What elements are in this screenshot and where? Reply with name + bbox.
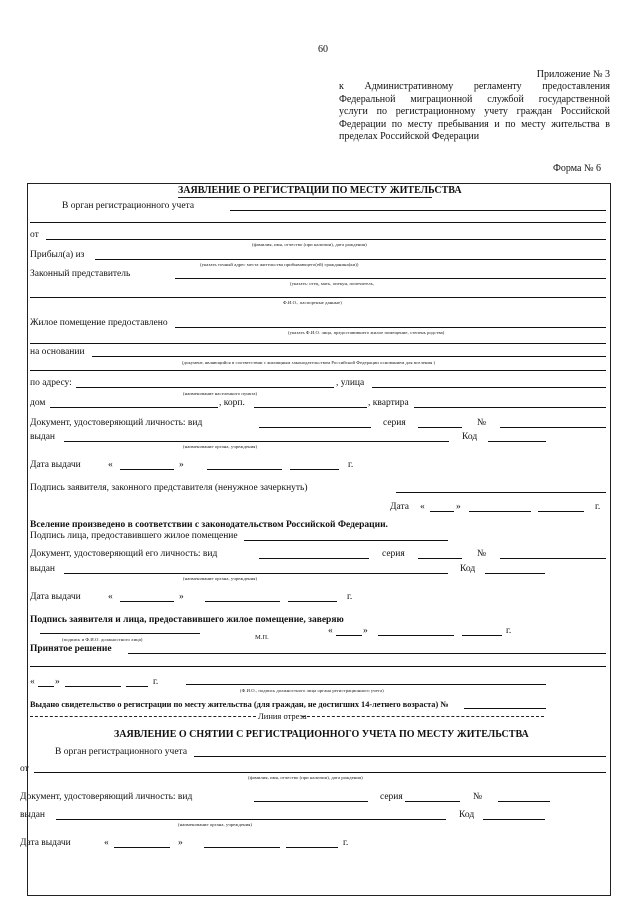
from-label: от (20, 764, 29, 774)
issued-field[interactable] (56, 819, 446, 820)
certify-year-field[interactable] (462, 635, 502, 636)
arrived-from-field[interactable] (95, 259, 606, 260)
year-suffix: г. (153, 677, 159, 687)
year-suffix: г. (595, 502, 601, 512)
quote-open: « (108, 592, 113, 602)
cut-line-right (302, 716, 544, 717)
date-year-field[interactable] (538, 511, 584, 512)
appendix-line: пределах Российской Федерации (339, 131, 480, 143)
issue-month-field[interactable] (207, 469, 282, 470)
quote-close: » (179, 460, 184, 470)
house-label: дом (30, 398, 46, 408)
issued-label: выдан (20, 810, 46, 820)
certify-day-field[interactable] (336, 635, 362, 636)
number-label: № (477, 549, 487, 559)
section-title-registration: ЗАЯВЛЕНИЕ О РЕГИСТРАЦИИ ПО МЕСТУ ЖИТЕЛЬСТВА (178, 185, 462, 196)
year-suffix: г. (347, 592, 353, 602)
issue-month-field[interactable] (205, 601, 280, 602)
applicant-signature-field[interactable] (396, 492, 606, 493)
decision-day-field[interactable] (38, 686, 54, 687)
quote-close: » (178, 838, 183, 848)
issued-label: выдан (30, 432, 56, 442)
from-label: от (30, 230, 39, 240)
series-field[interactable] (418, 427, 462, 428)
caption-fio-birth: (фамилия, имя, отчество (при наличии), дата рождения) (248, 775, 363, 780)
code-field[interactable] (483, 819, 545, 820)
cut-line-left (30, 716, 256, 717)
date-label: Дата (390, 502, 409, 512)
caption-issuer: (наименование органа, учреждения) (178, 822, 253, 827)
locality-field[interactable] (76, 387, 334, 388)
legal-rep-field-2[interactable] (30, 297, 606, 298)
date-month-field[interactable] (469, 511, 531, 512)
caption-provider: (указать Ф.И.О. лица, предоставившего жилое помещение, степень родства) (288, 330, 445, 335)
quote-open: « (108, 460, 113, 470)
number-label: № (477, 418, 487, 428)
quote-close: » (363, 626, 368, 636)
quote-close: » (55, 677, 60, 687)
street-field[interactable] (372, 387, 606, 388)
basis-field-2[interactable] (30, 370, 606, 371)
id-doc-label: Документ, удостоверяющий личность: вид (20, 792, 193, 802)
series-label: серия (380, 792, 403, 802)
certify-month-field[interactable] (378, 635, 454, 636)
number-label: № (473, 792, 483, 802)
caption-basis: (документ, являющийся в соответствии с жилищным законодательством Российской Федерации основанием для вселения ) (182, 360, 436, 365)
decision-field[interactable] (128, 653, 606, 654)
official-full-field[interactable] (186, 684, 546, 685)
number-field[interactable] (500, 427, 606, 428)
issued-field[interactable] (64, 441, 449, 442)
code-label: Код (462, 432, 478, 442)
move-in-statement: Вселение произведено в соответствии с законодательством Российской Федерации. (30, 520, 388, 530)
applicant-signature-label: Подпись заявителя, законного представителя (ненужное зачеркнуть) (30, 483, 308, 493)
building-field[interactable] (254, 407, 367, 408)
appendix-line: услуги по регистрационному учету граждан Российской (339, 106, 610, 118)
series-field[interactable] (418, 558, 462, 559)
quote-open: « (30, 677, 35, 687)
appendix-line: Федерации по месту пребывания и по месту жительства в (339, 118, 610, 130)
housing-provided-label: Жилое помещение предоставлено (30, 318, 168, 328)
issue-day-field[interactable] (120, 469, 174, 470)
decision-year-field[interactable] (126, 686, 148, 687)
from-field[interactable] (34, 772, 606, 773)
id-doc-field[interactable] (254, 801, 368, 802)
basis-field[interactable] (92, 356, 606, 357)
quote-close: » (179, 592, 184, 602)
id-doc-field[interactable] (259, 558, 369, 559)
id-doc-label: Документ, удостоверяющий личность: вид (30, 418, 203, 428)
street-label: , улица (336, 378, 365, 388)
issue-month-field[interactable] (204, 847, 280, 848)
to-org-field[interactable] (230, 210, 606, 211)
certificate-issued-label: Выдано свидетельство о регистрации по месту жительства (для граждан, не достигших 14-летнего возраста) № (30, 700, 449, 709)
issue-date-label: Дата выдачи (30, 592, 81, 602)
to-org-label: В орган регистрационного учета (55, 747, 188, 757)
apartment-field[interactable] (414, 407, 606, 408)
house-field[interactable] (50, 407, 218, 408)
issue-day-field[interactable] (120, 601, 174, 602)
quote-open: « (328, 626, 333, 636)
housing-provided-field-2[interactable] (30, 343, 606, 344)
id-doc-field[interactable] (259, 427, 371, 428)
caption-rep-passport: Ф.И.О., паспортные данные) (283, 300, 342, 305)
caption-fio-birth: (фамилия, имя, отчество (при наличии), дата рождения) (252, 242, 367, 247)
to-org-field-2[interactable] (30, 222, 606, 223)
code-label: Код (459, 810, 475, 820)
housing-provided-field[interactable] (175, 327, 606, 328)
to-org-field[interactable] (194, 756, 606, 757)
stamp-label: М.П. (255, 634, 269, 641)
legal-rep-label: Законный представитель (30, 269, 131, 279)
quote-open: « (420, 502, 425, 512)
arrived-from-label: Прибыл(а) из (30, 250, 85, 260)
code-field[interactable] (485, 573, 545, 574)
issue-year-field[interactable] (286, 847, 338, 848)
issue-year-field[interactable] (290, 469, 339, 470)
caption-locality: (наименование населенного пункта) (183, 391, 258, 396)
provider-signature-field[interactable] (244, 540, 448, 541)
page-number: 60 (318, 44, 328, 55)
caption-official: (подпись и Ф.И.О. должностного лица) (62, 637, 143, 642)
appendix-block (339, 69, 610, 143)
to-org-label: В орган регистрационного учета (62, 201, 195, 211)
issue-day-field[interactable] (114, 847, 170, 848)
series-label: серия (383, 418, 406, 428)
series-label: серия (382, 549, 405, 559)
series-field[interactable] (405, 801, 460, 802)
appendix-line: к Административному регламенту предоставления (339, 81, 610, 93)
appendix-line: Приложение № 3 (536, 69, 610, 80)
signatures-certify-label: Подпись заявителя и лица, предоставившего жилое помещение, заверяю (30, 615, 344, 625)
year-suffix: г. (348, 460, 354, 470)
certificate-number-field[interactable] (464, 708, 546, 709)
official-signature-field[interactable] (40, 633, 200, 634)
decision-label: Принятое решение (30, 644, 112, 654)
decision-field-2[interactable] (30, 666, 606, 667)
number-field[interactable] (498, 801, 550, 802)
id-doc-label: Документ, удостоверяющий его личность: вид (30, 549, 218, 559)
provider-signature-label: Подпись лица, предоставившего жилое помещение (30, 531, 238, 541)
cut-line-label: Линия отреза (258, 711, 307, 721)
from-field[interactable] (46, 239, 606, 240)
section-title-deregistration: ЗАЯВЛЕНИЕ О СНЯТИИ С РЕГИСТРАЦИОННОГО УЧЕТА ПО МЕСТУ ЖИТЕЛЬСТВА (114, 729, 529, 740)
caption-issuer: (наименование органа, учреждения) (183, 444, 258, 449)
date-day-field[interactable] (430, 511, 454, 512)
code-field[interactable] (488, 441, 546, 442)
quote-open: « (104, 838, 109, 848)
basis-label: на основании (30, 347, 85, 357)
by-address-label: по адресу: (30, 378, 72, 388)
appendix-line: Федеральной миграционной службой государственной (339, 93, 610, 105)
title-underline (178, 197, 432, 198)
building-label: , корп. (219, 398, 245, 408)
code-label: Код (460, 564, 476, 574)
year-suffix: г. (343, 838, 349, 848)
quote-close: » (456, 502, 461, 512)
decision-month-field[interactable] (65, 686, 121, 687)
caption-official-full: (Ф.И.О., подпись должностного лица органа регистрационного учета) (240, 688, 384, 693)
issued-label: выдан (30, 564, 56, 574)
number-field[interactable] (500, 558, 606, 559)
caption-prev-address: (указать точный адрес места жительства прибывающего(ей) гражданина(ки)) (200, 262, 359, 267)
issue-date-label: Дата выдачи (30, 460, 81, 470)
apartment-label: , квартира (368, 398, 409, 408)
form-number: Форма № 6 (553, 163, 601, 174)
issued-field[interactable] (64, 573, 448, 574)
issue-date-label: Дата выдачи (20, 838, 71, 848)
legal-rep-field[interactable] (175, 278, 606, 279)
issue-year-field[interactable] (288, 601, 337, 602)
year-suffix: г. (506, 626, 512, 636)
caption-rep: (указать: отец, мать, опекун, попечитель, (290, 281, 375, 286)
caption-issuer: (наименование органа, учреждения) (183, 576, 258, 581)
